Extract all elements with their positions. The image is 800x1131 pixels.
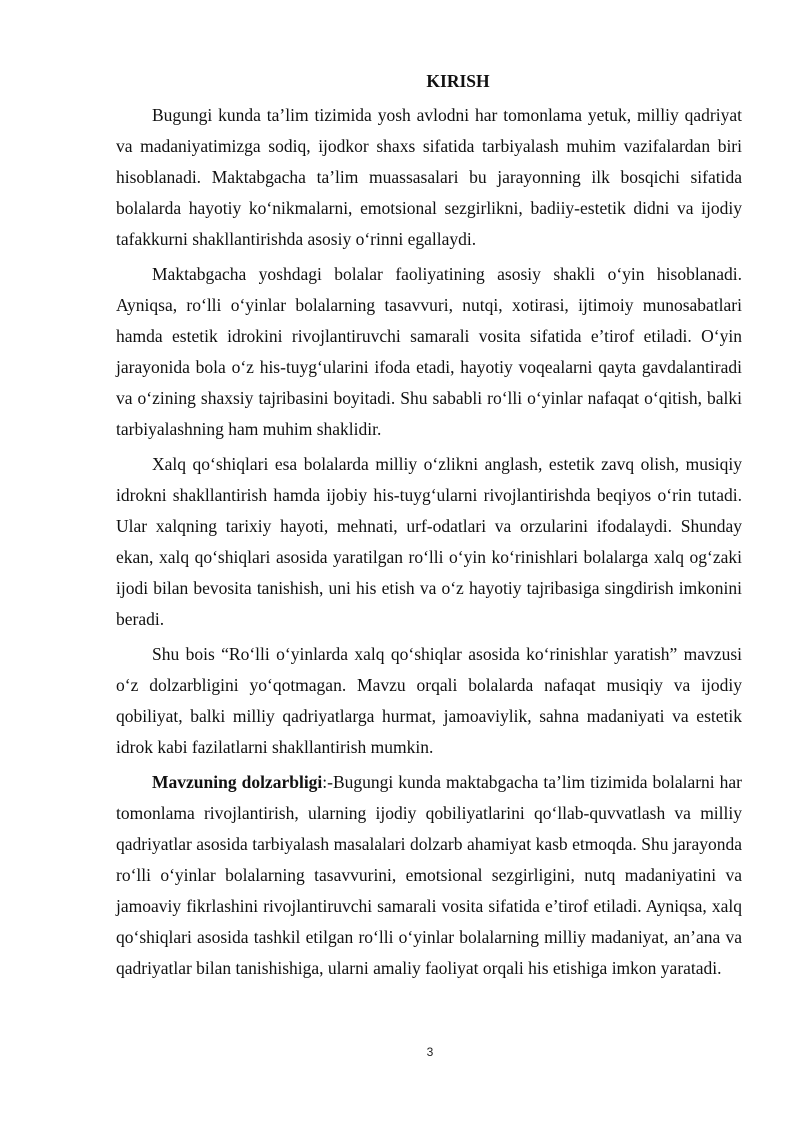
relevance-heading: Mavzuning dolzarbligi xyxy=(152,772,323,792)
section-title: KIRISH xyxy=(426,71,490,91)
paragraph-role-play: Maktabgacha yoshdagi bolalar faoliyatining asosiy shakli o‘yin hisoblanadi. Ayniqsa, ro‘lli o‘yinlar bolalarning tasavvuri, nutqi, xotirasi, ijtimoiy munosabatlari hamda estetik idrokini rivojlantiruvchi samarali vosita sifatida e’tirof etiladi. O‘yin jarayonida bola o‘z his-tuyg‘ularini ifoda etadi, hayotiy voqealarni qayta gavdalantiradi va o‘zining shaxsiy tajribasini boyitadi. Shu sababli ro‘lli o‘yinlar nafaqat o‘qitish, balki tarbiyalashning ham muhim shaklidir. xyxy=(116,264,742,439)
page-number: 3 xyxy=(426,1045,434,1059)
document-page xyxy=(116,66,742,984)
paragraph-topic: Shu bois “Ro‘lli o‘yinlarda xalq qo‘shiqlar asosida ko‘rinishlar yaratish” mavzusi o‘z dolzarbligini yo‘qotmagan. Mavzu orqali bolalarda nafaqat musiqiy va ijodiy qobiliyat, balki milliy qadriyatlarga hurmat, jamoaviylik, sahna madaniyati va estetik idrok kabi fazilatlarni shakllantirish mumkin. xyxy=(116,644,742,757)
paragraph-relevance xyxy=(116,767,742,984)
paragraph-folk-songs: Xalq qo‘shiqlari esa bolalarda milliy o‘zlikni anglash, estetik zavq olish, musiqiy idrokni shakllantirish hamda ijobiy his-tuyg‘ularni rivojlantirishda beqiyos o‘rin tutadi. Ular xalqning tarixiy hayoti, mehnati, urf-odatlari va orzularini ifodalaydi. Shunday ekan, xalq qo‘shiqlari asosida yaratilgan ro‘lli o‘yin ko‘rinishlari bolalarga xalq og‘zaki ijodi bilan bevosita tanishish, uni his etish va o‘z hayotiy tajribasiga singdirish imkonini beradi. xyxy=(116,454,742,629)
relevance-text: :-Bugungi kunda maktabgacha ta’lim tizimida bolalarni har tomonlama rivojlantirish, ularning ijodiy qobiliyatlarini qo‘llab-quvvatlash va milliy qadriyatlar asosida tarbiyalash masalalari dolzarb ahamiyat kasb etmoqda. Shu jarayonda ro‘lli o‘yinlar bolalarning tasavvurini, emotsional sezgirligini, nutq madaniyatini va jamoaviy fikrlashini rivojlantiruvchi samarali vosita sifatida e’tirof etiladi. Ayniqsa, xalq qo‘shiqlari asosida tashkil etilgan ro‘lli o‘yinlar bolalarning milliy madaniyat, an’ana va qadriyatlar bilan tanishishiga, ularni amaliy faoliyat orqali his etishiga imkon yaratadi. xyxy=(116,772,743,978)
paragraph-intro: Bugungi kunda ta’lim tizimida yosh avlodni har tomonlama yetuk, milliy qadriyat va madaniyatimizga sodiq, ijodkor shaxs sifatida tarbiyalash muhim vazifalardan biri hisoblanadi. Maktabgacha ta’lim muassasalari bu jarayonning ilk bosqichi sifatida bolalarda hayotiy ko‘nikmalarni, emotsional sezgirlikni, badiiy-estetik didni va ijodiy tafakkurni shakllantirishda asosiy o‘rinni egallaydi. xyxy=(116,105,742,249)
